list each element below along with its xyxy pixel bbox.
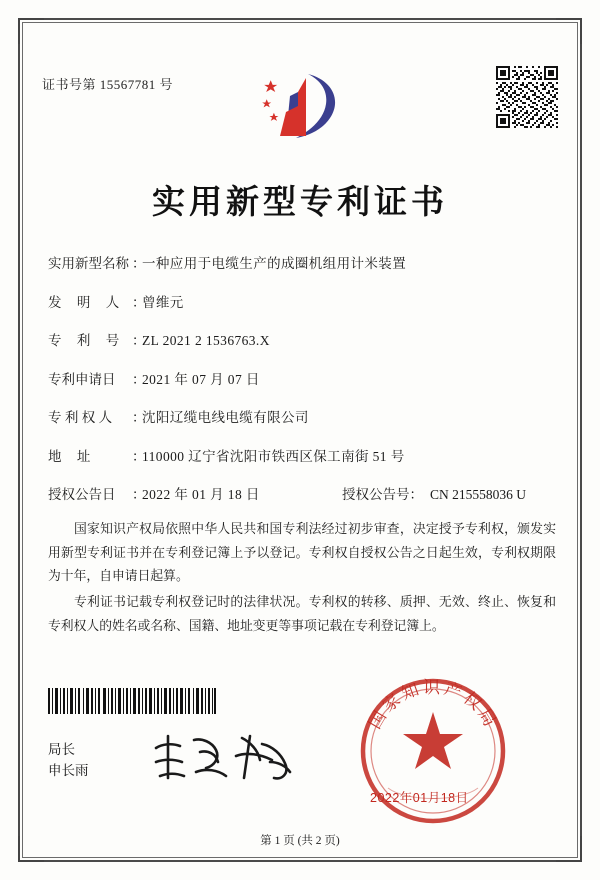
director-role-label: 局长 [48, 742, 75, 757]
page-footer: 第 1 页 (共 2 页) [260, 835, 340, 847]
qr-code [496, 66, 558, 128]
page-title: 实用新型专利证书 [152, 182, 448, 221]
field-separator: ： [132, 487, 146, 502]
field-value-secondary: CN 215558036 U [430, 487, 527, 502]
field-label: 发 明 人 [48, 294, 126, 310]
field-separator: ： [132, 256, 146, 271]
field-row-patentee [48, 406, 558, 426]
field-row-address [48, 445, 558, 465]
director-name-label: 申长雨 [48, 762, 89, 778]
handwritten-signature [150, 728, 300, 788]
field-row-utility-model-name [48, 252, 558, 272]
field-separator: ： [132, 448, 146, 464]
certificate-fields [48, 252, 558, 522]
barcode [48, 688, 216, 714]
field-row-inventor [48, 291, 558, 311]
legal-text [48, 518, 556, 640]
field-value: 2021 年 07 月 07 日 [142, 371, 260, 387]
field-separator: ： [132, 410, 146, 425]
field-label: 授权公告日 [48, 487, 116, 502]
field-label: 实用新型名称 [48, 256, 129, 271]
field-row-patent-number [48, 329, 558, 349]
border-corner-top-right [556, 18, 582, 44]
field-label-secondary: 授权公告号： [342, 487, 423, 502]
field-separator: ： [132, 371, 146, 387]
field-value: 2022 年 01 月 18 日 [142, 487, 260, 502]
seal-date: 2022年01月18日 [370, 791, 469, 805]
field-label: 专 利 号 [48, 333, 126, 348]
field-row-application-date [48, 368, 558, 388]
field-separator: ： [132, 333, 146, 348]
field-label: 专利申请日 [48, 371, 116, 387]
cnipa-logo-icon [246, 66, 356, 146]
signature-block [48, 740, 89, 782]
field-row-grant-announcement [48, 483, 558, 503]
border-corner-top-left [18, 18, 44, 44]
field-label: 地 址 [48, 448, 97, 464]
field-separator: ： [132, 294, 146, 310]
field-label: 专 利 权 人 [48, 410, 113, 425]
field-value: ZL 2021 2 1536763.X [142, 333, 270, 348]
certificate-number: 证书号第 15567781 号 [42, 77, 174, 92]
legal-paragraph-1: 国家知识产权局依照中华人民共和国专利法经过初步审查，决定授予专利权，颁发实用新型专利证书并在专利登记簿上予以登记。专利权自授权公告之日起生效，专利权期限为十年，自申请日起算。 [48, 522, 556, 584]
field-value: 110000 辽宁省沈阳市铁西区保工南街 51 号 [142, 448, 405, 464]
seal-text: 国家知识产权局 [365, 678, 501, 733]
field-value: 曾维元 [142, 294, 184, 310]
field-value: 沈阳辽缆电线电缆有限公司 [142, 410, 309, 425]
field-value: 一种应用于电缆生产的成圈机组用计米装置 [142, 256, 407, 271]
legal-paragraph-2: 专利证书记载专利权登记时的法律状况。专利权的转移、质押、无效、终止、恢复和专利权人的姓名或名称、国籍、地址变更等事项记载在专利登记簿上。 [48, 595, 556, 633]
